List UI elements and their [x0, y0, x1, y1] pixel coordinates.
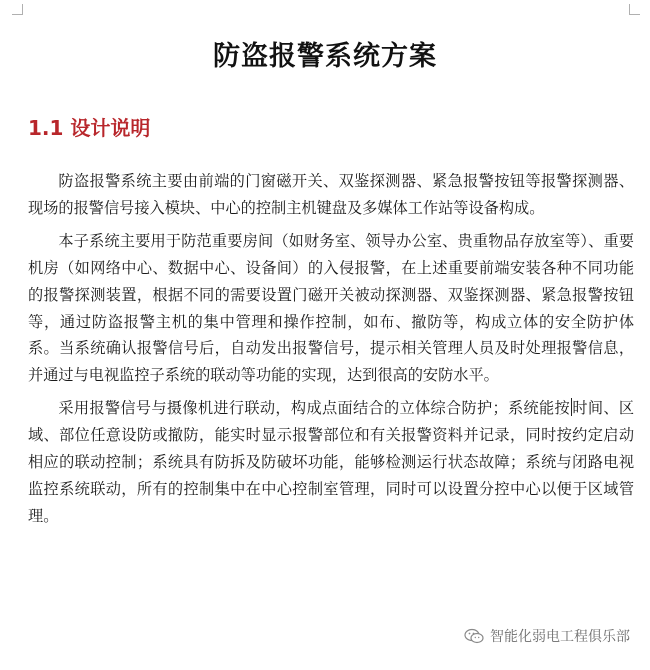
page-corner-mark-left	[12, 4, 23, 15]
paragraph-2: 本子系统主要用于防范重要房间（如财务室、领导办公室、贵重物品存放室等）、重要机房（如网络中心、数据中心、设备间）的入侵报警，在上述重要前端安装各种不同功能的报警探测装置，根据不同的需要设置门磁开关被动探测器、双鉴探测器、紧急报警按钮等，通过防盗报警主机的集中管理和操作控制，如布、撤防等，构成立体的安全防护体系。当系统确认报警信号后，自动发出报警信号，提示相关管理人员及时处理报警信息，并通过与电视监控子系统的联动等功能的实现，达到很高的安防水平。	[28, 231, 634, 385]
wechat-icon	[464, 628, 484, 644]
paragraph-1: 防盗报警系统主要由前端的门窗磁开关、双鉴探测器、紧急报警按钮等报警探测器、现场的报警信号接入模块、中心的控制主机键盘及多媒体工作站等设备构成。	[28, 172, 634, 217]
body-text	[28, 168, 634, 536]
watermark	[460, 624, 634, 648]
page-corner-mark-right	[629, 4, 640, 15]
paragraph-3[interactable]	[28, 395, 634, 530]
document-title: 防盗报警系统方案	[213, 41, 437, 72]
watermark-label: 智能化弱电工程俱乐部	[490, 629, 630, 645]
paragraph-3-text: 采用报警信号与摄像机进行联动，构成点面结合的立体综合防护；系统能按 时间、区域、部位任意设防或撤防，能实时显示报警部位和有关报警资料并记录，同时按约定启动相应的联动控制；系统具有防拆及防破坏功能，能够检测运行状态故障；系统与闭路电视监控系统联动，所有的控制集中在中心控制室管理，同时可以设置分控中心以便于区域管理。	[28, 399, 635, 525]
section-heading: 1.1 设计说明	[28, 116, 151, 140]
text-cursor	[571, 398, 572, 416]
